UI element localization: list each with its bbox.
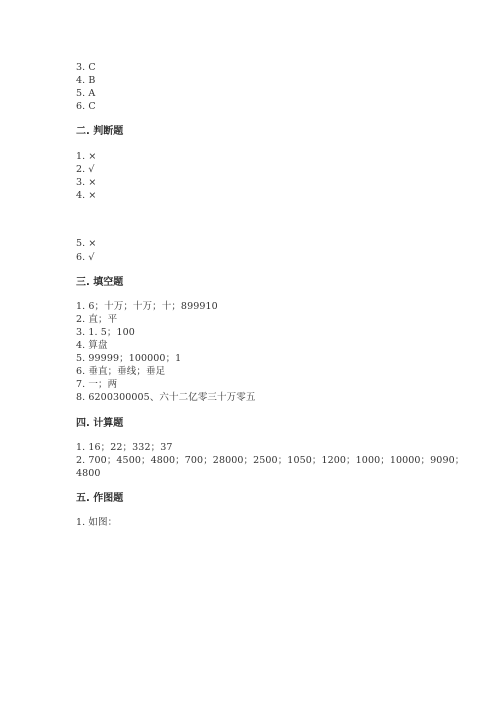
choice-answer-5: 5. A	[76, 88, 96, 99]
fill-answer-8: 8. 6200300005、六十二亿零三十万零五	[76, 392, 256, 403]
judge-answer-1: 1. ×	[76, 151, 97, 162]
calc-answer-1: 1. 16；22；332；37	[76, 442, 173, 453]
fill-answer-6: 6. 垂直；垂线；垂足	[76, 366, 166, 377]
judge-answer-2: 2. √	[76, 164, 95, 175]
choice-answer-6: 6. C	[76, 101, 96, 112]
fill-section-title: 三. 填空题	[76, 277, 124, 288]
fill-answer-4: 4. 算盘	[76, 340, 108, 351]
fill-answer-3: 3. 1. 5；100	[76, 327, 135, 338]
choice-answer-4: 4. B	[76, 75, 96, 86]
judge-section-title: 二. 判断题	[76, 126, 124, 137]
judge-answer-3: 3. ×	[76, 177, 97, 188]
judge-answer-6: 6. √	[76, 252, 95, 263]
calc-answer-2-continued: 4800	[76, 468, 101, 479]
fill-answer-2: 2. 直；平	[76, 314, 118, 325]
fill-answer-1: 1. 6；十万；十万；十；899910	[76, 301, 218, 312]
draw-section-title: 五. 作图题	[76, 493, 124, 504]
calc-section-title: 四. 计算题	[76, 418, 124, 429]
judge-answer-5: 5. ×	[76, 238, 97, 249]
draw-answer-1: 1. 如图：	[76, 517, 118, 528]
judge-answer-4: 4. ×	[76, 190, 97, 201]
choice-answer-3: 3. C	[76, 62, 96, 73]
fill-answer-7: 7. 一；两	[76, 379, 118, 390]
calc-answer-2: 2. 700；4500；4800；700；28000；2500；1050；1200；1000；10000；9090；	[76, 455, 465, 466]
fill-answer-5: 5. 99999；100000；1	[76, 353, 182, 364]
